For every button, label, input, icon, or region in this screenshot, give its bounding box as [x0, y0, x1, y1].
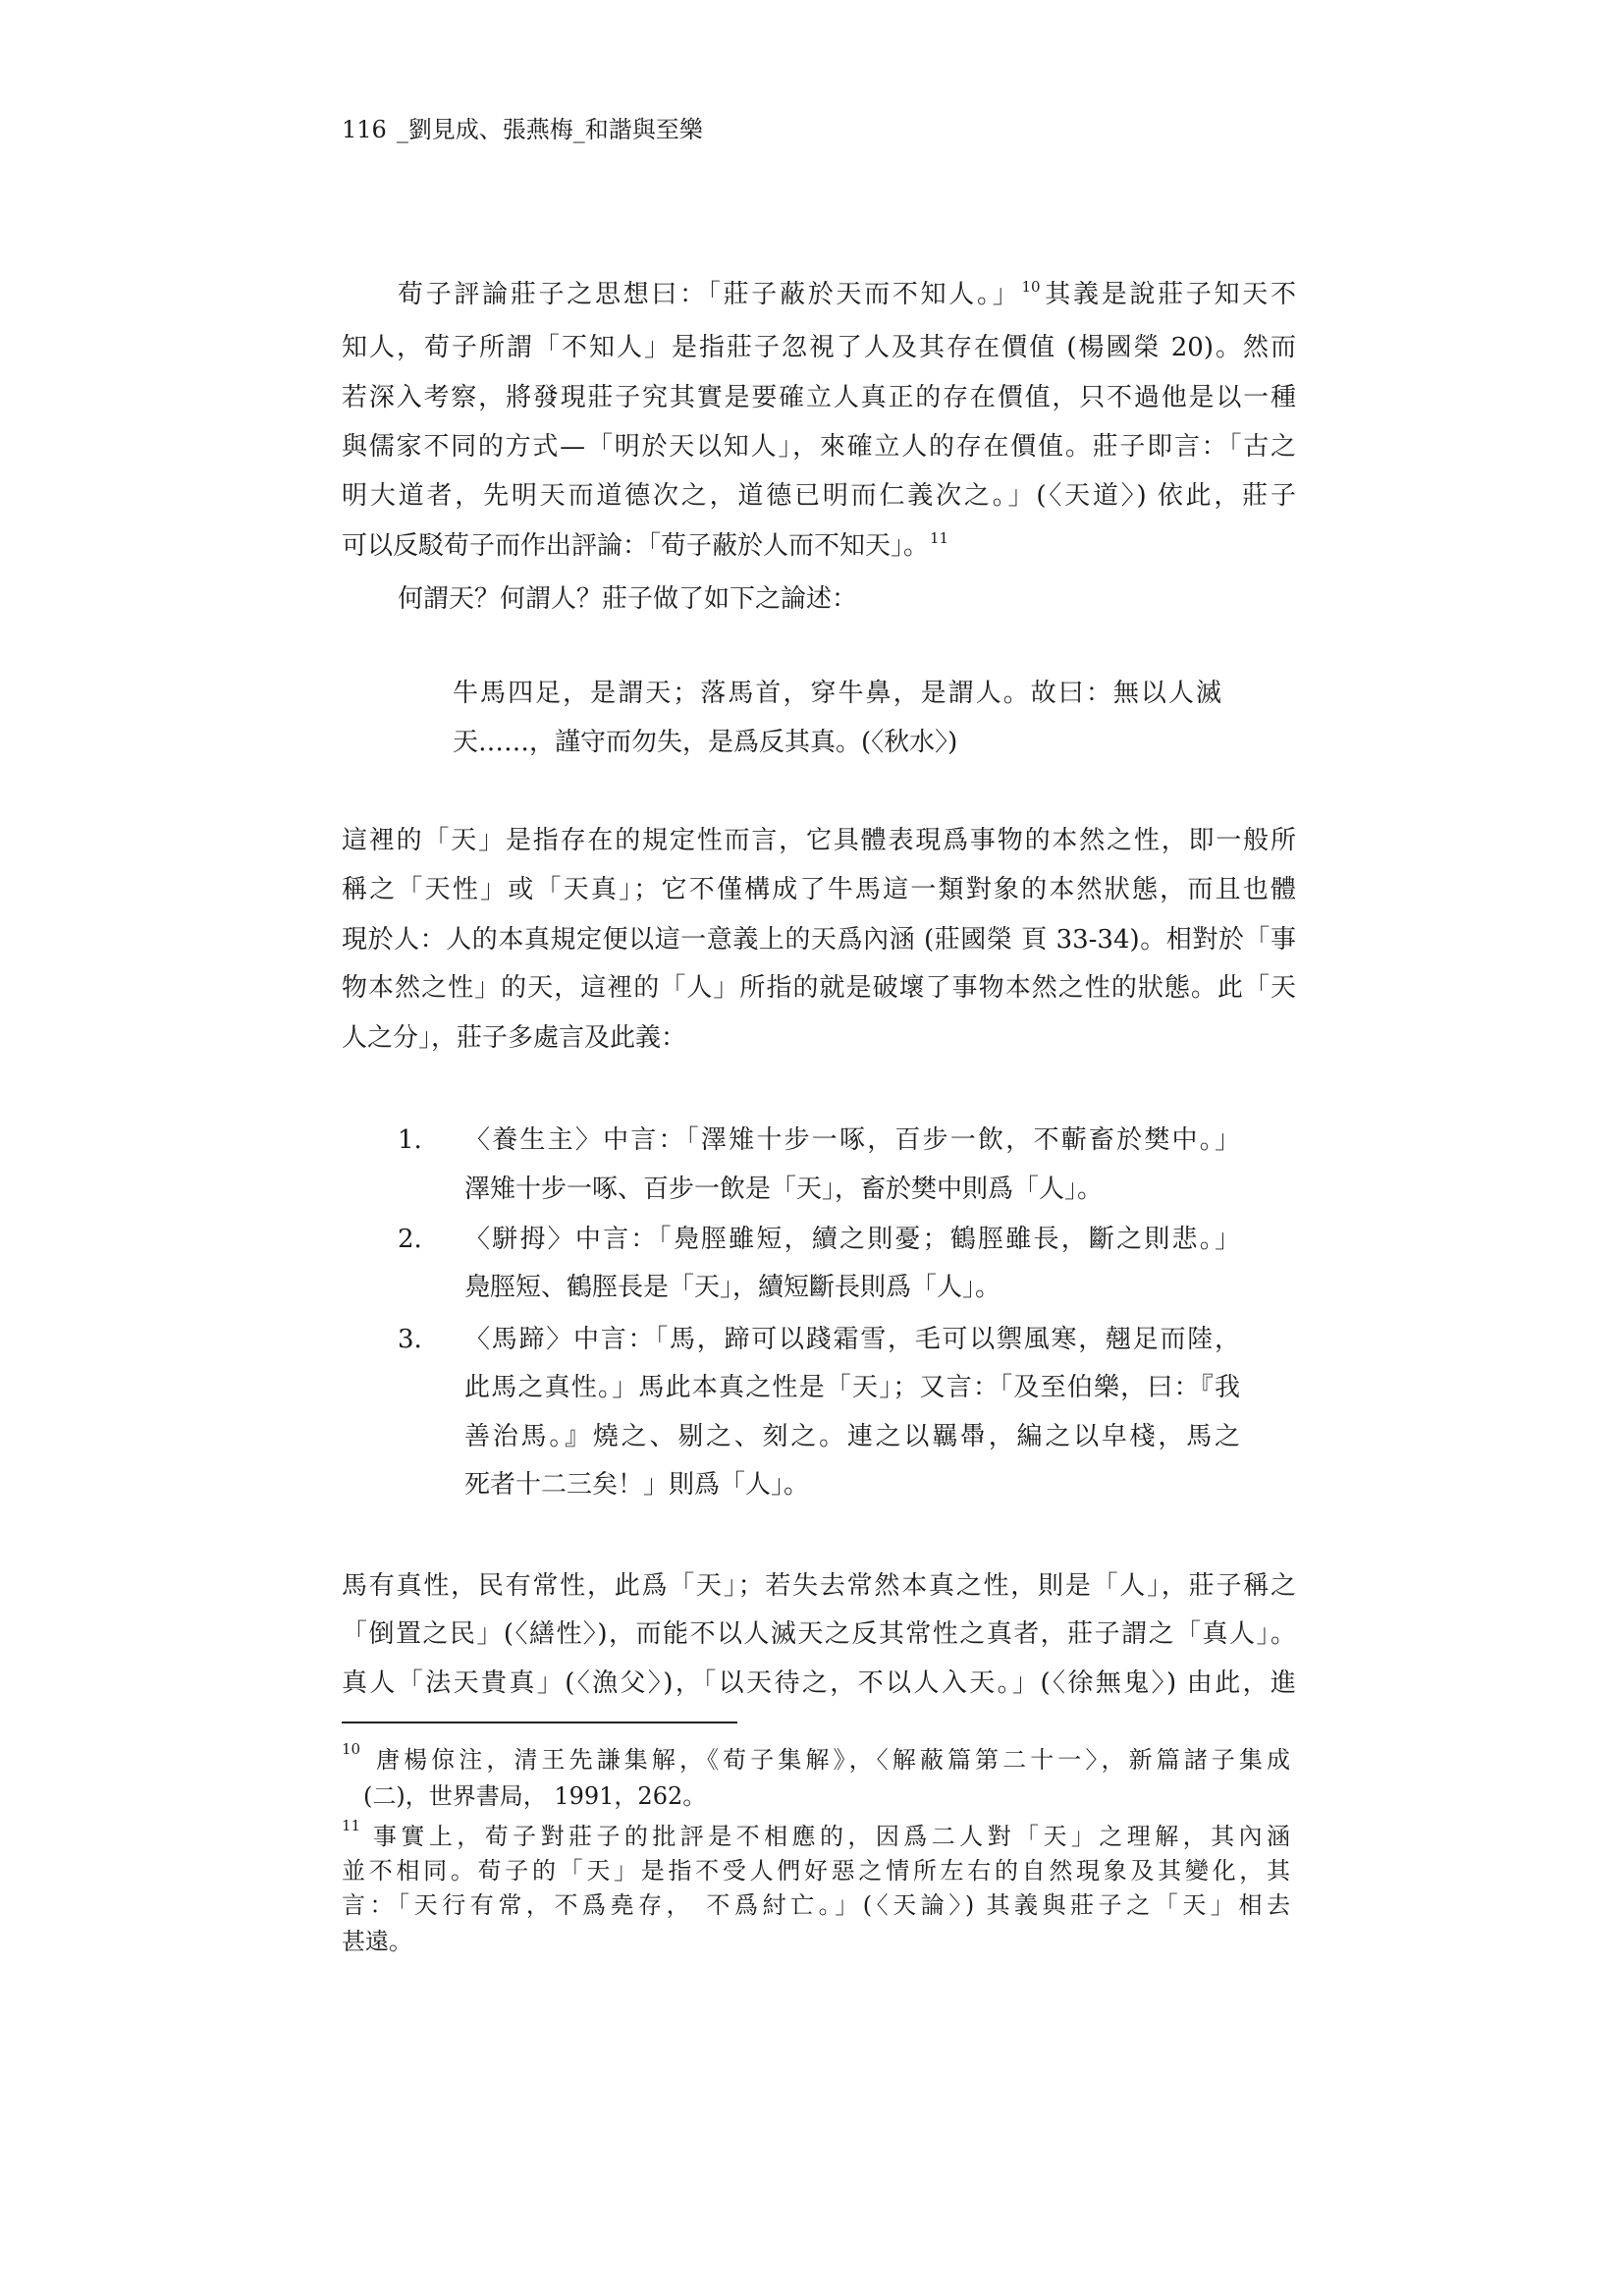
running-title: _劉見成、張燕梅_和諧與至樂	[396, 116, 703, 143]
footnote-number: 11	[342, 1817, 361, 1834]
list-item-line: 〈駢拇〉中言：「鳧脛雖短，續之則憂；鶴脛雖長，斷之則悲。」	[464, 1225, 1240, 1254]
footnote-line: 唐楊倞注，清王先謙集解，《荀子集解》，〈解蔽篇第二十一〉，新篇諸子集成	[376, 1746, 1290, 1774]
list-number: 3.	[398, 1325, 422, 1354]
body-text-line: 這裡的「天」是指存在的規定性而言，它具體表現爲事物的本然之性，即一般所	[342, 826, 1296, 855]
footnote-separator	[342, 1722, 737, 1723]
block-quote-line: 天……，謹守而勿失，是爲反其真。(〈秋水〉)	[453, 728, 958, 757]
text-segment: 荀子評論莊子之思想曰：「莊子蔽於天而不知人。」	[398, 280, 1021, 309]
list-number: 1.	[398, 1125, 422, 1155]
footnote-reference: 11	[930, 529, 949, 547]
body-text-line: 與儒家不同的方式—「明於天以知人」，來確立人的存在價值。莊子即言：「古之	[342, 432, 1296, 462]
list-item-line: 死者十二三矣！」則爲「人」。	[464, 1470, 810, 1500]
list-item-line: 〈養生主〉中言：「澤雉十步一啄，百步一飲，不蘄畜於樊中。」	[464, 1125, 1240, 1155]
body-text-line: 若深入考察，將發現莊子究其實是要確立人真正的存在價值，只不過他是以一種	[342, 383, 1296, 412]
list-item-line: 〈馬蹄〉中言：「馬，蹄可以踐霜雪，毛可以禦風寒，翹足而陸，	[464, 1325, 1240, 1354]
body-text-line: 稱之「天性」或「天真」；它不僅構成了牛馬這一類對象的本然狀態，而且也體	[342, 875, 1296, 904]
body-text-line: 明大道者，先明天而道德次之，道德已明而仁義次之。」(〈天道〉) 依此，莊子	[342, 481, 1296, 511]
body-text-line: 現於人：人的本真規定便以這一意義上的天爲內涵 (莊國榮 頁 33-34)。相對於「事	[342, 925, 1296, 955]
footnote-line: 事實上，荀子對莊子的批評是不相應的，因爲二人對「天」之理解，其內涵	[373, 1823, 1290, 1850]
body-text-line: 人之分」，莊子多處言及此義：	[342, 1023, 687, 1053]
list-item-line: 澤雉十步一啄、百步一飲是「天」，畜於樊中則爲「人」。	[464, 1175, 1104, 1204]
body-text-line: 物本然之性」的天，這裡的「人」所指的就是破壞了事物本然之性的狀態。此「天	[342, 973, 1296, 1003]
footnote-line: 並不相同。荀子的「天」是指不受人們好惡之情所左右的自然現象及其變化，其	[342, 1857, 1290, 1885]
body-text-line: 「倒置之民」(〈繕性〉)，而能不以人滅天之反其常性之真者，莊子謂之「真人」。	[342, 1619, 1296, 1649]
footnote-line: (二)，世界書局， 1991，262。	[363, 1782, 707, 1810]
body-text-line	[342, 529, 950, 563]
list-item-line: 此馬之真性。」馬此本真之性是「天」；又言：「及至伯樂，曰：『我	[464, 1373, 1240, 1402]
block-quote-line: 牛馬四足，是謂天；落馬首，穿牛鼻，是謂人。故曰：無以人滅	[453, 679, 1221, 708]
body-text-line: 真人「法天貴真」(〈漁父〉)，「以天待之，不以人入天。」(〈徐無鬼〉) 由此，進	[342, 1668, 1296, 1698]
body-text-line: 何謂天？何謂人？莊子做了如下之論述：	[398, 584, 858, 614]
page-number: 116	[342, 116, 387, 143]
text-segment: 可以反駁荀子而作出評論：「荀子蔽於人而不知天」。	[342, 531, 930, 561]
list-item-line: 鳧脛短、鶴脛長是「天」，續短斷長則爲「人」。	[464, 1273, 1001, 1302]
running-header	[342, 115, 703, 144]
footnote-reference: 10	[1021, 278, 1041, 296]
body-text-line: 知人，荀子所謂「不知人」是指莊子忽視了人及其存在價值 (楊國榮 20)。然而	[342, 333, 1296, 362]
body-text-line	[398, 278, 1296, 311]
footnote-line: 甚遠。	[342, 1928, 412, 1955]
text-segment: 其義是說莊子知天不	[1042, 280, 1296, 309]
footnote-number: 10	[342, 1740, 361, 1758]
body-text-line: 馬有真性，民有常性，此爲「天」；若失去常然本真之性，則是「人」，莊子稱之	[342, 1571, 1296, 1601]
list-number: 2.	[398, 1225, 422, 1254]
footnote-line: 言：「天行有常，不爲堯存， 不爲紂亡。」(〈天論〉) 其義與莊子之「天」相去	[342, 1891, 1290, 1919]
list-item-line: 善治馬。』燒之、剔之、刻之。連之以羈馽，編之以皁棧，馬之	[464, 1422, 1240, 1451]
